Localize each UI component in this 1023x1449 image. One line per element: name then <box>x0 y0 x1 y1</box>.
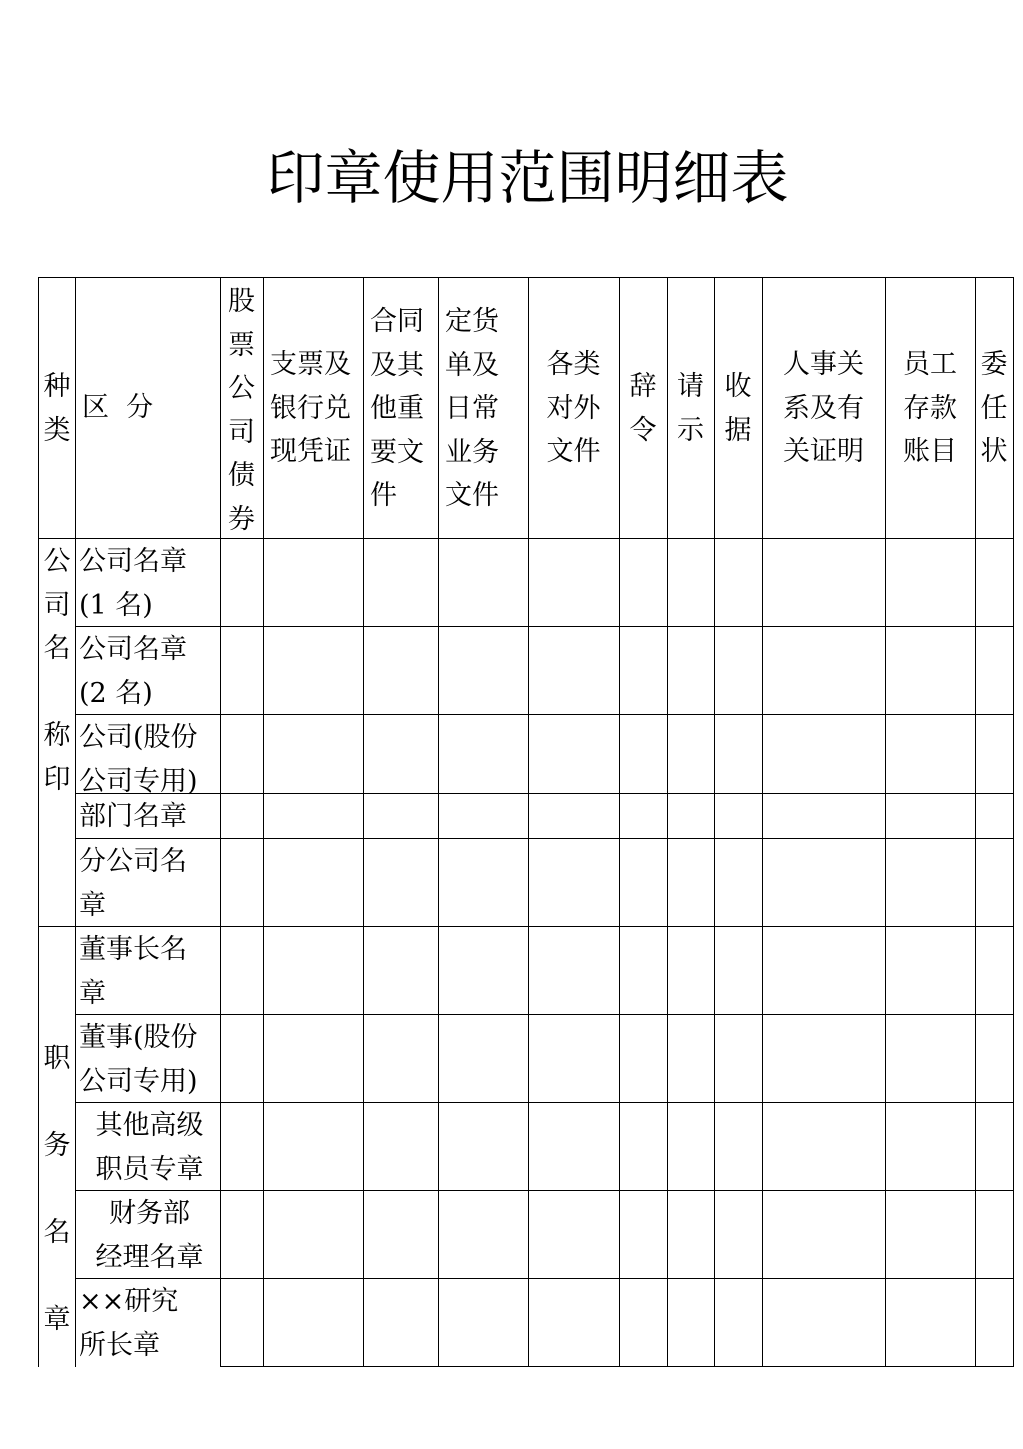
column-rule <box>363 277 364 1367</box>
header-col-6-line: 辞 <box>629 371 657 402</box>
group-label-company-line: 名 <box>43 633 71 664</box>
column-rule <box>1013 277 1014 1367</box>
header-col-8 <box>714 365 762 452</box>
group-label-company <box>43 540 71 801</box>
row-label-1 <box>79 540 222 627</box>
row-label-6 <box>79 928 218 1015</box>
row-label-8-line: 其他高级 <box>95 1110 204 1141</box>
row-label-5 <box>79 840 218 927</box>
row-label-6-line: 章 <box>79 977 106 1009</box>
group-label-position-line <box>43 1081 71 1125</box>
header-col-5-line: 各类 <box>546 349 601 380</box>
header-col-9-line: 系及有 <box>783 392 864 424</box>
header-col-11-line: 委 <box>980 349 1008 380</box>
row-label-6-line: 董事长名 <box>79 934 187 965</box>
group-label-company-line <box>43 671 71 715</box>
header-col-10 <box>885 343 975 474</box>
header-col-9-line: 人事关 <box>783 349 864 380</box>
header-col-3-line: 要文 <box>370 436 424 468</box>
group-label-position-line: 章 <box>43 1304 71 1335</box>
group-label-position-line: 职 <box>43 1043 71 1074</box>
header-col-7-line: 请 <box>677 371 704 402</box>
row-label-8-line: 职员专章 <box>95 1153 204 1185</box>
header-col-2-line: 现凭证 <box>270 436 351 467</box>
header-col-8-line: 收 <box>724 371 752 402</box>
header-col-10-line: 员工 <box>903 349 957 380</box>
header-category-line: 类 <box>43 414 71 446</box>
header-col-2-line: 支票及 <box>270 349 351 380</box>
header-col-6 <box>619 365 667 452</box>
row-label-3 <box>79 716 218 803</box>
row-label-7 <box>79 1016 218 1103</box>
header-col-4-line: 日常 <box>445 393 499 424</box>
header-col-11-line: 状 <box>980 436 1008 467</box>
header-col-11 <box>975 343 1013 474</box>
group-label-company-line: 公 <box>43 546 71 577</box>
row-label-8 <box>80 1104 219 1191</box>
column-rule <box>263 277 264 1367</box>
header-category-line: 种 <box>43 371 71 402</box>
header-col-3-line: 合同 <box>370 306 424 337</box>
row-label-9-line: 财务部 <box>109 1198 190 1229</box>
header-col-4-line: 文件 <box>445 480 499 511</box>
column-rule <box>438 277 439 1367</box>
row-label-5-line: 章 <box>79 889 106 921</box>
row-label-10-line: ××研究 <box>79 1286 179 1317</box>
table-border-bottom <box>220 1366 1013 1367</box>
header-col-2 <box>270 343 363 474</box>
row-label-9 <box>80 1192 219 1279</box>
header-col-1-line: 公 <box>228 373 255 404</box>
header-col-9-line: 关证明 <box>783 436 864 467</box>
header-col-1-line: 票 <box>228 329 255 361</box>
header-col-11-line: 任 <box>980 392 1008 424</box>
row-label-2 <box>79 628 222 715</box>
header-col-4-line: 单及 <box>445 349 499 381</box>
header-col-4 <box>445 300 528 518</box>
header-division: 区 分 <box>82 392 154 423</box>
header-col-3-line: 他重 <box>370 393 424 424</box>
row-label-7-line: 公司专用) <box>79 1065 198 1097</box>
header-col-7 <box>667 365 714 452</box>
header-col-1 <box>220 280 263 541</box>
header-category <box>43 365 71 452</box>
column-rule <box>38 277 39 1367</box>
header-col-3-line: 件 <box>370 480 397 511</box>
row-label-3-line: 公司(股份 <box>79 722 198 753</box>
header-col-6-line: 令 <box>629 414 657 446</box>
group-label-position-line <box>43 1168 71 1212</box>
group-label-company-line: 司 <box>43 589 71 621</box>
header-col-7-line: 示 <box>677 414 704 446</box>
row-label-9-line: 经理名章 <box>95 1241 204 1273</box>
row-label-1-line: 公司名章 <box>79 546 187 577</box>
group-label-company-line: 称 <box>43 720 71 751</box>
header-col-4-line: 业务 <box>445 436 499 468</box>
group-label-company-line: 印 <box>43 763 71 795</box>
group-label-position-line: 名 <box>43 1217 71 1248</box>
row-label-5-line: 分公司名 <box>79 846 187 877</box>
row-label-1-line: (1 名) <box>79 589 153 621</box>
header-col-10-line: 存款 <box>903 392 957 424</box>
header-col-2-line: 银行兑 <box>270 392 351 424</box>
column-rule <box>75 277 76 1367</box>
row-label-7-line: 董事(股份 <box>79 1022 198 1053</box>
page-title: 印章使用范围明细表 <box>266 144 789 212</box>
group-label-position-line <box>43 1255 71 1299</box>
row-label-10 <box>79 1280 218 1367</box>
row-label-4-line: 部门名章 <box>79 801 187 832</box>
header-col-4-line: 定货 <box>445 306 499 337</box>
group-label-position-line: 务 <box>43 1130 71 1161</box>
row-label-10-line: 所长章 <box>79 1329 160 1361</box>
header-col-1-line: 司 <box>228 416 255 448</box>
header-col-9 <box>762 343 885 474</box>
header-col-5-line: 文件 <box>546 436 601 467</box>
header-col-1-line: 债 <box>228 460 255 491</box>
row-label-3-line: 公司专用) <box>79 765 198 797</box>
header-col-10-line: 账目 <box>903 436 957 467</box>
row-label-2-line: 公司名章 <box>79 634 187 665</box>
table-border-top <box>38 277 1013 278</box>
header-col-5-line: 对外 <box>546 392 601 424</box>
header-rule <box>38 538 1013 539</box>
row-label-4 <box>79 795 218 839</box>
row-label-2-line: (2 名) <box>79 677 153 709</box>
header-col-3 <box>370 300 438 518</box>
group-label-position <box>43 1037 71 1342</box>
header-col-1-line: 券 <box>228 503 255 535</box>
header-col-1-line: 股 <box>228 286 255 317</box>
header-col-3-line: 及其 <box>370 349 424 381</box>
header-col-8-line: 据 <box>724 414 752 446</box>
header-col-5 <box>528 343 619 474</box>
